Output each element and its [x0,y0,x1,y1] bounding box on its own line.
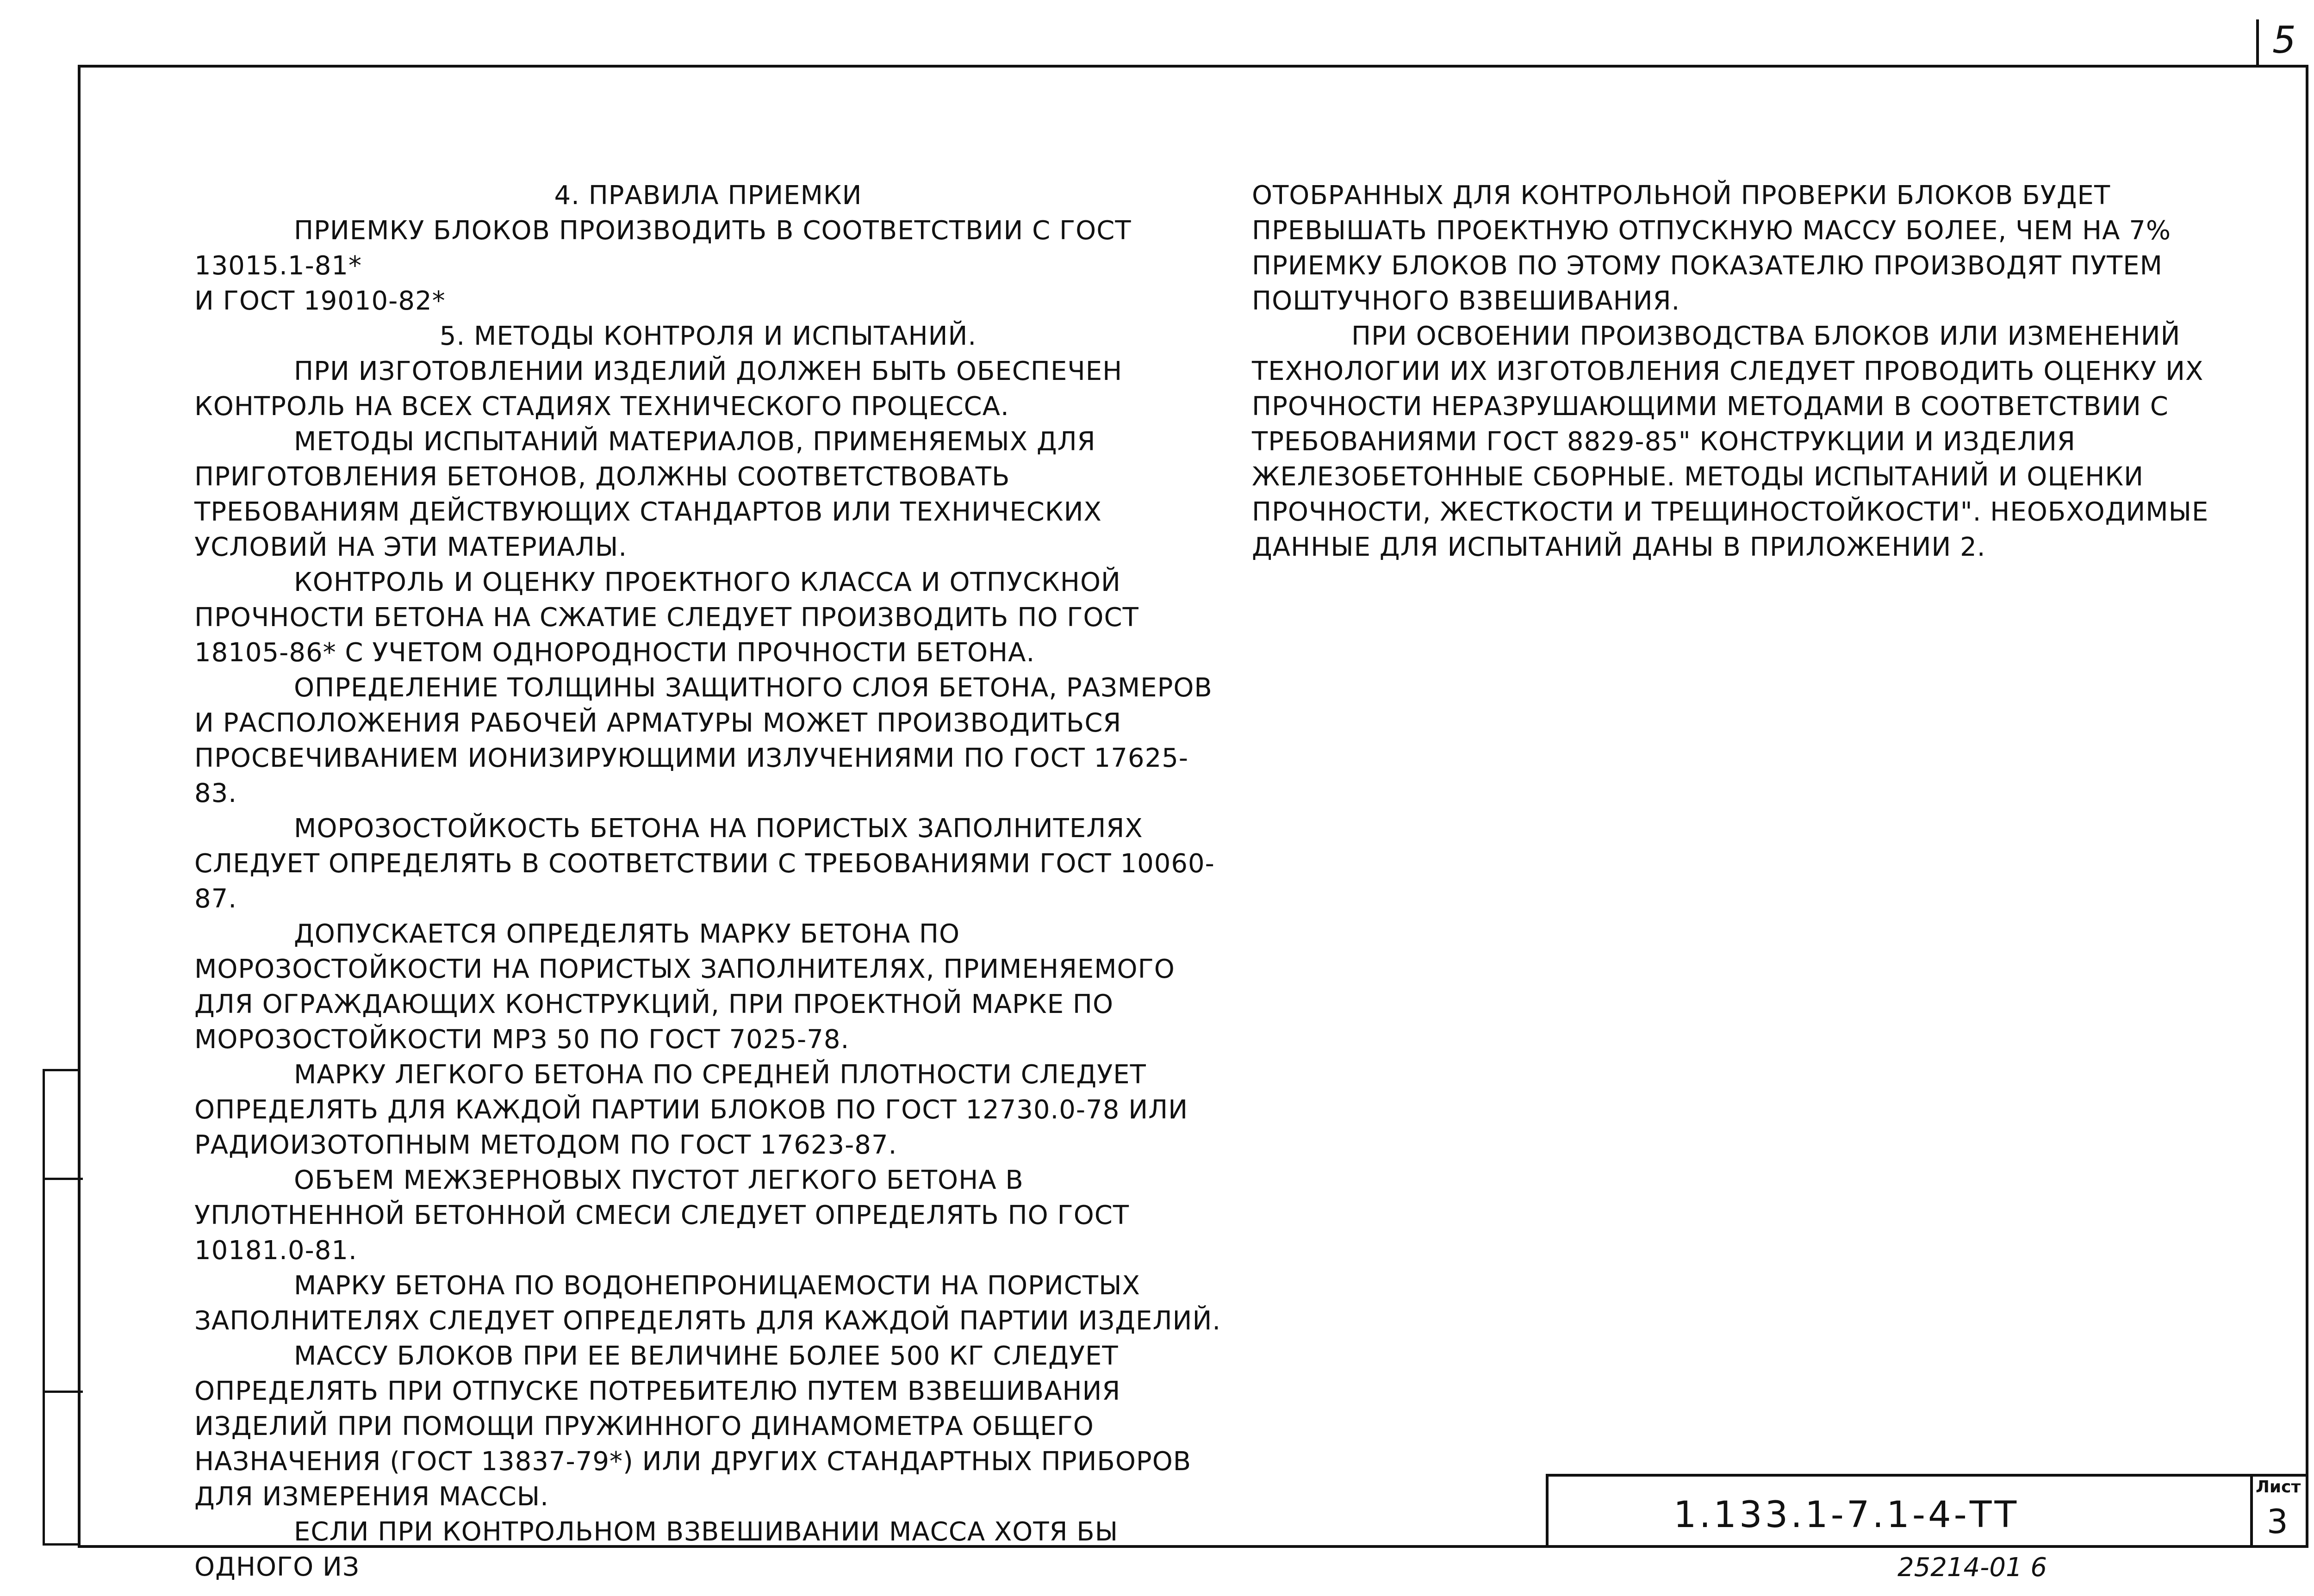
paragraph: ПРИ ОСВОЕНИИ ПРОИЗВОДСТВА БЛОКОВ ИЛИ ИЗМЕНЕНИЙ ТЕХНОЛОГИИ ИХ ИЗГОТОВЛЕНИЯ СЛЕДУЕТ ПРОВОДИТЬ ОЦЕНКУ ИХ ПРОЧНОСТИ НЕРАЗРУШАЮЩИМИ МЕТОДАМИ В СООТВЕТСТВИИ С ТРЕБОВАНИЯМИ ГОСТ 8829-85" КОНСТРУКЦИИ И ИЗДЕЛИЯ ЖЕЛЕЗОБЕТОННЫЕ СБОРНЫЕ. МЕТОДЫ ИСПЫТАНИЙ И ОЦЕНКИ ПРОЧНОСТИ, ЖЕСТКОСТИ И ТРЕЩИНОСТОЙКОСТИ". НЕОБХОДИМЫЕ ДАННЫЕ ДЛЯ ИСПЫТАНИЙ ДАНЫ В ПРИЛОЖЕНИИ 2. [1252,321,2209,562]
paragraph: ОБЪЕМ МЕЖЗЕРНОВЫХ ПУСТОТ ЛЕГКОГО БЕТОНА В УПЛОТНЕННОЙ БЕТОННОЙ СМЕСИ СЛЕДУЕТ ОПРЕДЕЛЯТЬ ПО ГОСТ 10181.0-81. [194,1165,1130,1266]
sheet-label: Лист [2256,1478,2301,1497]
sheet-number: 3 [2267,1502,2288,1541]
paragraph-continuation: ОТОБРАННЫХ ДЛЯ КОНТРОЛЬНОЙ ПРОВЕРКИ БЛОКОВ БУДЕТ ПРЕВЫШАТЬ ПРОЕКТНУЮ ОТПУСКНУЮ МАССУ БОЛЕЕ, ЧЕМ НА 7% ПРИЕМКУ БЛОКОВ ПО ЭТОМУ ПОКАЗАТЕЛЮ ПРОИЗВОДЯТ ПУТЕМ ПОШТУЧНОГО ВЗВЕШИВАНИЯ. [1252,180,2171,316]
corner-page-number: 5 [2272,19,2296,62]
margin-stamp [43,1069,81,1546]
corner-divider [2256,19,2259,66]
paragraph: МЕТОДЫ ИСПЫТАНИЙ МАТЕРИАЛОВ, ПРИМЕНЯЕМЫХ ДЛЯ ПРИГОТОВЛЕНИЯ БЕТОНОВ, ДОЛЖНЫ СООТВЕТСТВОВАТЬ ТРЕБОВАНИЯМ ДЕЙСТВУЮЩИХ СТАНДАРТОВ ИЛИ ТЕХНИЧЕСКИХ УСЛОВИЙ НА ЭТИ МАТЕРИАЛЫ. [194,427,1102,562]
sheet-cell [2250,1477,2306,1545]
paragraph: ОПРЕДЕЛЕНИЕ ТОЛЩИНЫ ЗАЩИТНОГО СЛОЯ БЕТОНА, РАЗМЕРОВ И РАСПОЛОЖЕНИЯ РАБОЧЕЙ АРМАТУРЫ МОЖЕТ ПРОИЗВОДИТЬСЯ ПРОСВЕЧИВАНИЕМ ИОНИЗИРУЮЩИМИ ИЗЛУЧЕНИЯМИ ПО ГОСТ 17625-83. [194,673,1213,808]
section-heading-5: 5. МЕТОДЫ КОНТРОЛЯ И ИСПЫТАНИЙ. [439,321,977,351]
title-block [1546,1474,2308,1548]
paragraph: МАССУ БЛОКОВ ПРИ ЕЕ ВЕЛИЧИНЕ БОЛЕЕ 500 КГ СЛЕДУЕТ ОПРЕДЕЛЯТЬ ПРИ ОТПУСКЕ ПОТРЕБИТЕЛЮ ПУТЕМ ВЗВЕШИВАНИЯ ИЗДЕЛИЙ ПРИ ПОМОЩИ ПРУЖИННОГО ДИНАМОМЕТРА ОБЩЕГО НАЗНАЧЕНИЯ (ГОСТ 13837-79*) ИЛИ ДРУГИХ СТАНДАРТНЫХ ПРИБОРОВ ДЛЯ ИЗМЕРЕНИЯ МАССЫ. [194,1341,1192,1512]
paragraph-continuation: И ГОСТ 19010-82* [194,286,446,316]
archive-number: 25214-01 6 [1897,1553,2047,1583]
left-column [194,178,1222,1585]
paragraph: МАРКУ БЕТОНА ПО ВОДОНЕПРОНИЦАЕМОСТИ НА ПОРИСТЫХ ЗАПОЛНИТЕЛЯХ СЛЕДУЕТ ОПРЕДЕЛЯТЬ ДЛЯ КАЖДОЙ ПАРТИИ ИЗДЕЛИЙ. [194,1271,1221,1336]
paragraph: КОНТРОЛЬ И ОЦЕНКУ ПРОЕКТНОГО КЛАССА И ОТПУСКНОЙ ПРОЧНОСТИ БЕТОНА НА СЖАТИЕ СЛЕДУЕТ ПРОИЗВОДИТЬ ПО ГОСТ 18105-86* С УЧЕТОМ ОДНОРОДНОСТИ ПРОЧНОСТИ БЕТОНА. [194,567,1139,668]
document-code: 1.133.1-7.1-4-ТТ [1673,1494,2020,1536]
right-column [1252,178,2289,565]
section-heading-4: 4. ПРАВИЛА ПРИЕМКИ [554,180,862,211]
paragraph: ПРИ ИЗГОТОВЛЕНИИ ИЗДЕЛИЙ ДОЛЖЕН БЫТЬ ОБЕСПЕЧЕН КОНТРОЛЬ НА ВСЕХ СТАДИЯХ ТЕХНИЧЕСКОГО ПРОЦЕССА. [194,356,1123,422]
paragraph: ПРИЕМКУ БЛОКОВ ПРОИЗВОДИТЬ В СООТВЕТСТВИИ С ГОСТ 13015.1-81* [194,216,1132,281]
paragraph: МАРКУ ЛЕГКОГО БЕТОНА ПО СРЕДНЕЙ ПЛОТНОСТИ СЛЕДУЕТ ОПРЕДЕЛЯТЬ ДЛЯ КАЖДОЙ ПАРТИИ БЛОКОВ ПО ГОСТ 12730.0-78 ИЛИ РАДИОИЗОТОПНЫМ МЕТОДОМ ПО ГОСТ 17623-87. [194,1060,1188,1160]
paragraph: ЕСЛИ ПРИ КОНТРОЛЬНОМ ВЗВЕШИВАНИИ МАССА ХОТЯ БЫ ОДНОГО ИЗ [194,1517,1119,1582]
stamp-divider [45,1391,83,1393]
paragraph: МОРОЗОСТОЙКОСТЬ БЕТОНА НА ПОРИСТЫХ ЗАПОЛНИТЕЛЯХ СЛЕДУЕТ ОПРЕДЕЛЯТЬ В СООТВЕТСТВИИ С ТРЕБОВАНИЯМИ ГОСТ 10060-87. [194,814,1215,914]
paragraph: ДОПУСКАЕТСЯ ОПРЕДЕЛЯТЬ МАРКУ БЕТОНА ПО МОРОЗОСТОЙКОСТИ НА ПОРИСТЫХ ЗАПОЛНИТЕЛЯХ, ПРИМЕНЯЕМОГО ДЛЯ ОГРАЖДАЮЩИХ КОНСТРУКЦИЙ, ПРИ ПРОЕКТНОЙ МАРКЕ ПО МОРОЗОСТОЙКОСТИ МРЗ 50 ПО ГОСТ 7025-78. [194,919,1175,1055]
stamp-divider [45,1178,83,1180]
